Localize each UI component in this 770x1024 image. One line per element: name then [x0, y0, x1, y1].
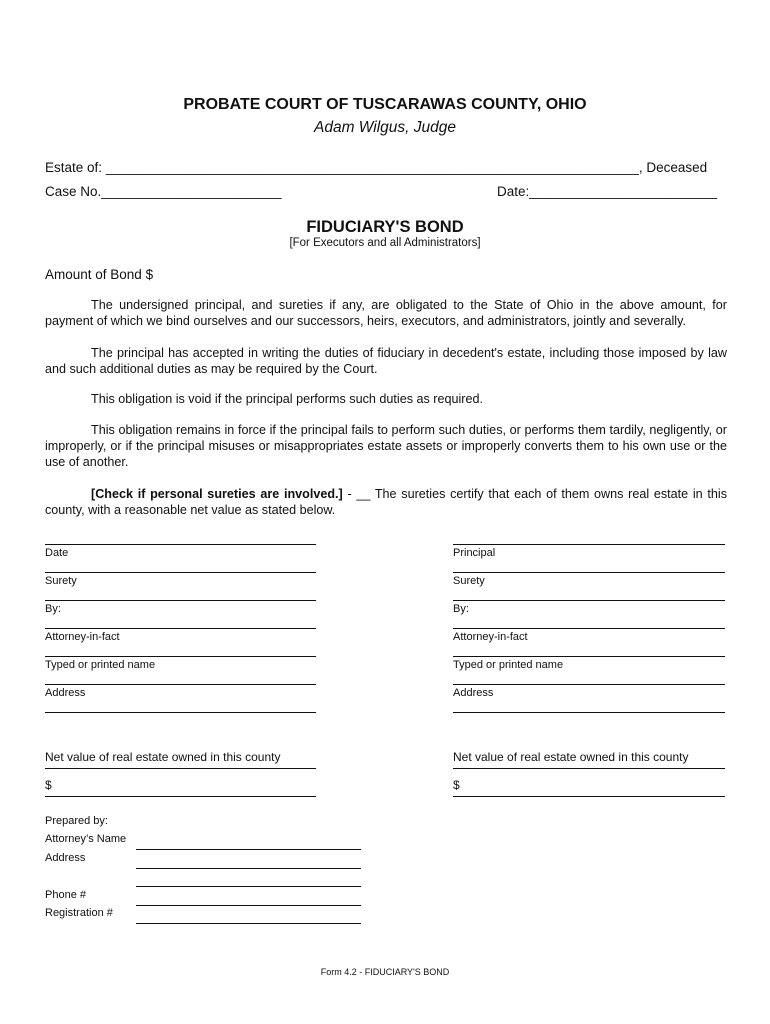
paragraph-void: This obligation is void if the principal performs such duties as required. — [91, 392, 483, 406]
judge-name: Adam Wilgus, Judge — [313, 119, 456, 136]
case-label: Case No. — [45, 184, 102, 199]
left-surety-line[interactable] — [45, 572, 316, 573]
right-by-line[interactable] — [453, 600, 725, 601]
attorney-name-line[interactable] — [136, 849, 361, 850]
registration-label: Registration # — [45, 907, 113, 919]
prepared-by-heading: Prepared by: — [45, 815, 108, 827]
phone-label: Phone # — [45, 889, 86, 901]
sureties-check-label: [Check if personal sureties are involved.] — [91, 487, 343, 501]
left-dollar-line[interactable] — [45, 796, 316, 797]
form-title: FIDUCIARY'S BOND — [306, 218, 464, 236]
left-dollar-label: $ — [45, 778, 52, 792]
principal-signature-line[interactable] — [453, 544, 725, 545]
left-by-line[interactable] — [45, 600, 316, 601]
left-attorney-line[interactable] — [45, 628, 316, 629]
date-blank[interactable]: _________________________ — [529, 184, 717, 199]
left-address-label: Address — [45, 687, 86, 699]
prepared-address-line-2[interactable] — [136, 886, 361, 887]
left-address-line-2[interactable] — [45, 712, 316, 713]
paragraph-sureties: [Check if personal sureties are involved.] - __ The sureties certify that each of them owns real estate in this county, with a reasonable net value as stated below. — [45, 487, 727, 517]
right-address-line[interactable] — [453, 684, 725, 685]
prepared-address-label: Address — [45, 852, 86, 864]
date-line — [497, 184, 717, 199]
prepared-address-line[interactable] — [136, 868, 361, 869]
form-footer: Form 4.2 - FIDUCIARY'S BOND — [320, 967, 450, 977]
registration-line[interactable] — [136, 923, 361, 924]
right-dollar-label: $ — [453, 778, 460, 792]
right-by-label: By: — [453, 603, 469, 615]
left-typed-name-line[interactable] — [45, 656, 316, 657]
right-typed-name-line[interactable] — [453, 656, 725, 657]
attorney-name-label: Attorney’s Name — [45, 833, 127, 845]
right-dollar-line[interactable] — [453, 796, 725, 797]
date-label: Date: — [497, 184, 530, 199]
case-blank[interactable]: ________________________ — [101, 184, 282, 199]
paragraph-obligation: The undersigned principal, and sureties if any, are obligated to the State of Ohio in the above amount, for payment of which we bind ourselves and our successors, heirs, executors, and administrators, jointly and severally. — [45, 298, 727, 328]
right-surety-line[interactable] — [453, 572, 725, 573]
right-address-line-2[interactable] — [453, 712, 725, 713]
left-net-value-label: Net value of real estate owned in this county — [45, 750, 281, 764]
right-address-label: Address — [453, 687, 494, 699]
paragraph-duties: The principal has accepted in writing the duties of fiduciary in decedent's estate, including those imposed by law and such additional duties as may be required by the Court. — [45, 346, 727, 376]
amount-of-bond: Amount of Bond $ — [45, 267, 154, 282]
right-net-value-label: Net value of real estate owned in this county — [453, 750, 689, 764]
right-principal-label: Principal — [453, 547, 496, 559]
sureties-checkbox[interactable]: - __ — [342, 487, 375, 501]
right-attorney-label: Attorney-in-fact — [453, 631, 528, 643]
estate-label: Estate of: — [45, 160, 103, 175]
paragraph-in-force: This obligation remains in force if the principal fails to perform such duties, or performs them tardily, negligently, or improperly, or if the principal misuses or misappropriates estate assets or improperly converts them to his own use or the use of another. — [45, 423, 727, 469]
deceased-suffix: , Deceased — [638, 160, 708, 175]
left-by-label: By: — [45, 603, 61, 615]
form-subtitle: [For Executors and all Administrators] — [289, 237, 481, 249]
left-attorney-label: Attorney-in-fact — [45, 631, 120, 643]
phone-line[interactable] — [136, 905, 361, 906]
right-attorney-line[interactable] — [453, 628, 725, 629]
left-net-value-line[interactable] — [45, 768, 316, 769]
left-address-line[interactable] — [45, 684, 316, 685]
right-typed-name-label: Typed or printed name — [453, 659, 564, 671]
estate-blank[interactable]: _______________________________________________________________________ — [105, 160, 639, 175]
left-date-label: Date — [45, 547, 69, 559]
left-typed-name-label: Typed or printed name — [45, 659, 156, 671]
court-name: PROBATE COURT OF TUSCARAWAS COUNTY, OHIO — [183, 96, 587, 113]
estate-line — [45, 160, 707, 175]
right-surety-label: Surety — [453, 575, 485, 587]
right-net-value-line[interactable] — [453, 768, 725, 769]
date-signature-line[interactable] — [45, 544, 316, 545]
case-number-line — [45, 184, 281, 199]
left-surety-label: Surety — [45, 575, 77, 587]
